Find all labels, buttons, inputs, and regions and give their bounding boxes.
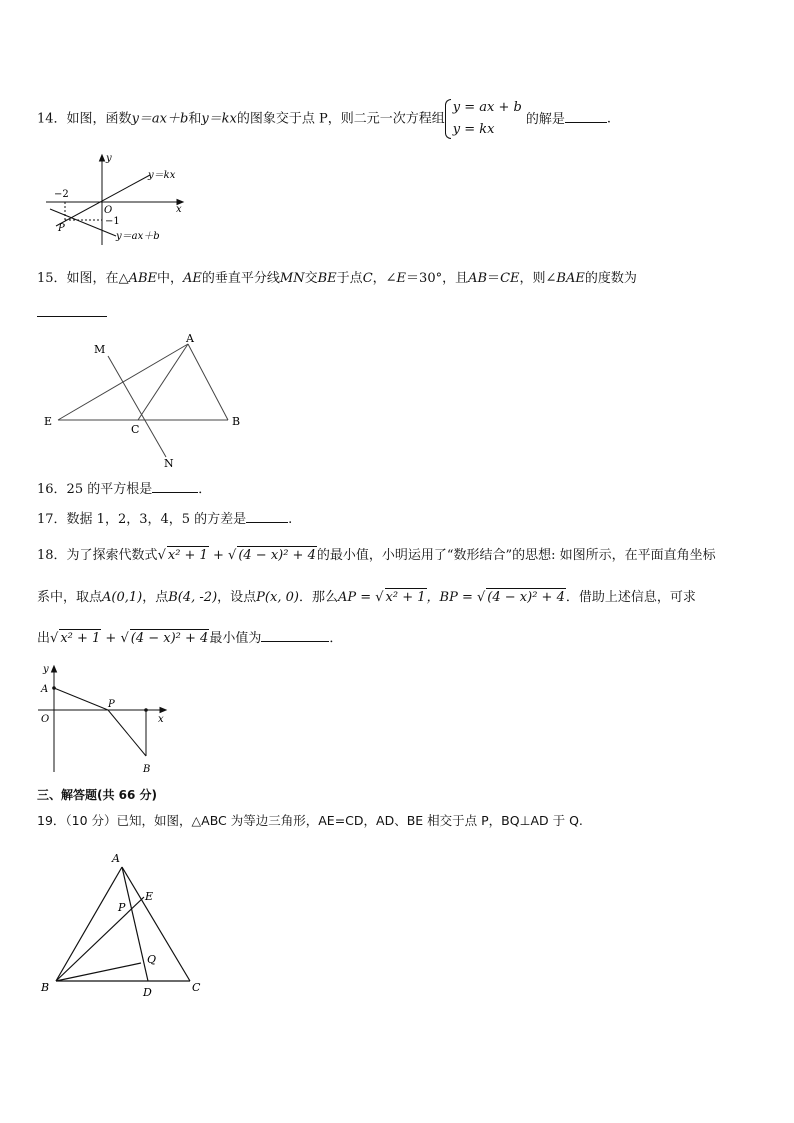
- point-p-label: P: [108, 699, 115, 710]
- point-a-label: A: [41, 684, 49, 695]
- point-d-label: D: [143, 986, 152, 999]
- answer-blank: [152, 480, 198, 493]
- q17-text: 17．数据 1，2，3，4，5 的方差是 .: [37, 512, 293, 527]
- point-c-label: C: [131, 423, 140, 436]
- point-m-label: M: [94, 343, 106, 356]
- q18-line1: 18．为了探索代数式√ x² + 1 + √ (4 − x)² + 4的最小值，小明运用了“数形结合”的思想: 如图所示，在平面直角坐标: [37, 548, 716, 563]
- section-heading: 三、解答题(共 66 分): [37, 788, 158, 802]
- point-b-label: B: [143, 764, 151, 775]
- q16-text: 16．25 的平方根是 ．: [37, 482, 212, 497]
- tick-minus-1: −1: [105, 216, 120, 227]
- y-axis-label: y: [106, 153, 112, 164]
- origin-label: O: [104, 205, 113, 216]
- vertex-e-label: E: [44, 415, 53, 428]
- q15-text: 15．如图，在△ABE中，AE的垂直平分线MN交BE于点C，∠E＝30°，且AB＝CE，则∠BAE的度数为: [37, 271, 637, 286]
- q14-figure: [38, 150, 218, 250]
- vertex-a-label: A: [186, 332, 194, 345]
- point-q-label: Q: [147, 953, 157, 966]
- vertex-b-label: B: [232, 415, 241, 428]
- vertex-a-label: A: [112, 852, 120, 865]
- line-axb-label: y＝ax＋b: [116, 231, 160, 242]
- q18-line2: 系中，取点A(0,1)，点B(4, -2)，设点P(x, 0)．那么AP = √ x² + 1，BP = √ (4 − x)² + 4．借助上述信息，可求: [37, 590, 696, 605]
- equation-system: y = ax + b y = kx: [445, 97, 522, 141]
- line-kx-label: y＝kx: [148, 170, 176, 181]
- vertex-b-label: B: [41, 981, 50, 994]
- q15-answer-blank: [37, 316, 107, 317]
- tick-minus-2: −2: [54, 189, 69, 200]
- point-n-label: N: [164, 457, 174, 470]
- origin-label: O: [41, 714, 50, 725]
- point-e-label: E: [145, 890, 154, 903]
- point-p-label: P: [58, 223, 65, 234]
- q19-figure: [36, 845, 216, 1000]
- q14-text: 14．如图，函数y＝ax＋b和y＝kx的图象交于点 P，则二元一次方程组y = ax + b y = kx的解是 .: [37, 97, 611, 141]
- answer-blank: [261, 629, 329, 642]
- q18-figure: [36, 660, 176, 778]
- x-axis-label: x: [176, 204, 182, 215]
- x-axis-label: x: [158, 714, 164, 725]
- answer-blank: [246, 510, 288, 523]
- q15-figure: [38, 330, 248, 470]
- q18-line3: 出√ x² + 1 + √ (4 − x)² + 4最小值为 ．: [37, 631, 343, 646]
- vertex-c-label: C: [192, 981, 201, 994]
- q19-text: 19．（10 分）已知，如图，△ABC 为等边三角形，AE=CD，AD、BE 相交于点 P，BQ⊥AD 于 Q.: [37, 813, 583, 828]
- y-axis-label: y: [43, 664, 49, 675]
- answer-blank: [565, 110, 607, 123]
- point-p-label: P: [118, 901, 126, 914]
